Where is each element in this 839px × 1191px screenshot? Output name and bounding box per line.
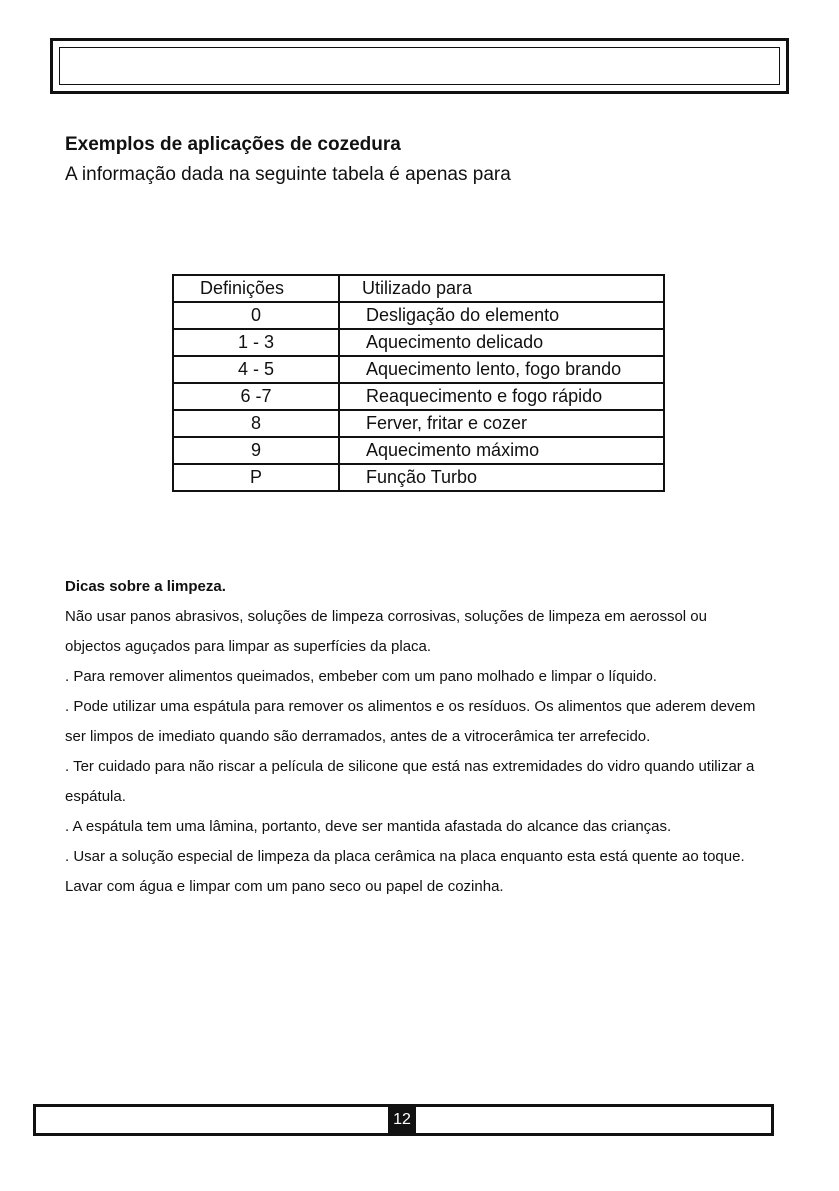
table-row [173,464,664,491]
settings-table [172,274,665,492]
usage-cell: Reaquecimento e fogo rápido [339,383,664,410]
usage-cell: Aquecimento máximo [339,437,664,464]
tip-paragraph: . Para remover alimentos queimados, embeber com um pano molhado e limpar o líquido. [65,668,657,685]
table-row [173,383,664,410]
table-row [173,329,664,356]
tip-paragraph: . Pode utilizar uma espátula para remover os alimentos e os resíduos. Os alimentos que aderem devem ser limpos de imediato quando são derramados, antes de a vitrocerâmica ter arrefecido. [65,698,756,745]
tip-paragraph: . Usar a solução especial de limpeza da placa cerâmica na placa enquanto esta está quente ao toque. Lavar com água e limpar com um pano seco ou papel de cozinha. [65,848,745,895]
tip-paragraph: . A espátula tem uma lâmina, portanto, deve ser mantida afastada do alcance das crianças. [65,818,672,835]
header-used-for: Utilizado para [339,275,664,302]
header-inner-frame [59,47,780,85]
table-row [173,302,664,329]
setting-cell: 8 [173,410,339,437]
usage-cell: Aquecimento delicado [339,329,664,356]
usage-cell: Desligação do elemento [339,302,664,329]
tip-paragraph: Não usar panos abrasivos, soluções de limpeza corrosivas, soluções de limpeza em aerossol ou objectos aguçados para limpar as superfícies da placa. [65,608,707,655]
section-heading: Exemplos de aplicações de cozedura [65,134,401,155]
setting-cell: P [173,464,339,491]
setting-cell: 0 [173,302,339,329]
tips-title: Dicas sobre a limpeza. [65,578,226,595]
intro-text: A informação dada na seguinte tabela é apenas para [65,164,511,185]
header-frame [50,38,789,94]
usage-cell: Aquecimento lento, fogo brando [339,356,664,383]
cleaning-tips [65,572,765,902]
setting-cell: 1 - 3 [173,329,339,356]
setting-cell: 4 - 5 [173,356,339,383]
setting-cell: 6 -7 [173,383,339,410]
table-header-row [173,275,664,302]
setting-cell: 9 [173,437,339,464]
table-row [173,410,664,437]
usage-cell: Ferver, fritar e cozer [339,410,664,437]
usage-cell: Função Turbo [339,464,664,491]
table-row [173,437,664,464]
table-row [173,356,664,383]
page-number: 12 [388,1104,416,1136]
header-settings: Definições [173,275,339,302]
tip-paragraph: . Ter cuidado para não riscar a película de silicone que está nas extremidades do vidro quando utilizar a espátula. [65,758,755,805]
